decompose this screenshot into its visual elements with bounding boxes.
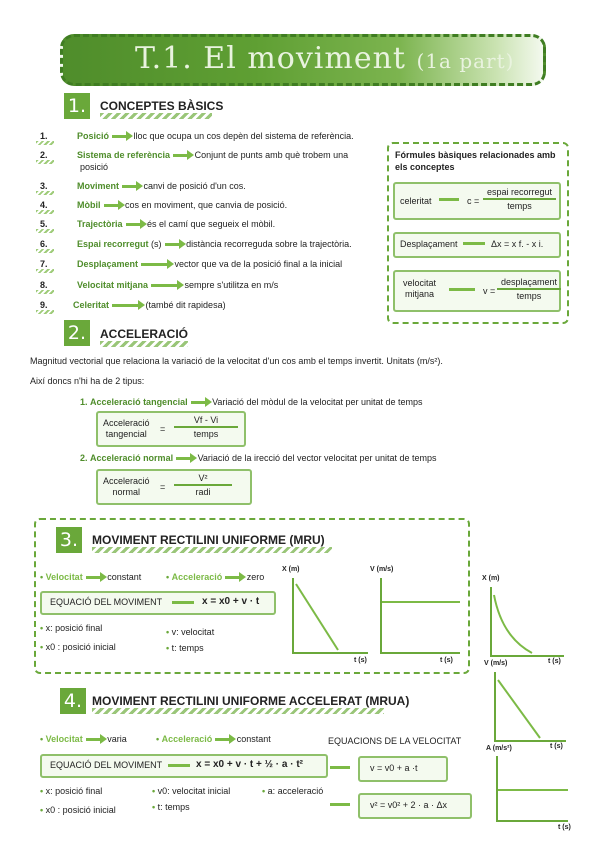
mrua-var: • a: acceleració bbox=[262, 786, 324, 796]
graph-y-label: X (m) bbox=[282, 566, 300, 573]
mru-var: • v: velocitat bbox=[166, 627, 215, 637]
concept-item: Sistema de referència Conjunt de punts amb què trobem una bbox=[77, 150, 349, 160]
mrua-graph-velocity bbox=[494, 672, 566, 742]
acceleration-types-intro: Així doncs n'hi ha de 2 tipus: bbox=[30, 376, 145, 386]
acceleration-type-1: 1. Acceleració tangencial Variació del mòdul de la velocitat per unitat de temps bbox=[80, 397, 423, 407]
formulas-heading: Fórmules bàsiques relacionades amb els conceptes bbox=[395, 150, 556, 172]
section-2-underline bbox=[100, 341, 188, 347]
section-2-badge: 2. bbox=[64, 320, 90, 346]
graph-line bbox=[294, 578, 368, 652]
formula-label: Desplaçament bbox=[400, 239, 458, 249]
mru-graph-velocity bbox=[380, 578, 460, 654]
formula-label: Acceleració tangencial bbox=[103, 418, 150, 439]
section-4-title: MOVIMENT RECTILINI UNIFORME ACCELERAT (MRUA) bbox=[92, 694, 410, 708]
mru-acceleration: • Acceleració zero bbox=[166, 572, 265, 582]
concept-number: 5. bbox=[40, 219, 48, 229]
graph-line bbox=[496, 672, 566, 740]
concept-number: 7. bbox=[40, 259, 48, 269]
equation-value: v = v0 + a ·t bbox=[370, 763, 418, 773]
graph-x-label: t (s) bbox=[550, 743, 563, 750]
concept-item: Posició lloc que ocupa un cos depèn del sistema de referència. bbox=[77, 131, 354, 141]
equation-value: v² = v0² + 2 · a · Δx bbox=[370, 800, 448, 810]
formula-normal bbox=[96, 469, 252, 505]
number-underline bbox=[36, 229, 54, 233]
equation-value: x = x0 + v · t + ½ · a · t² bbox=[196, 759, 303, 770]
arrow-icon bbox=[439, 198, 459, 201]
graph-y-label: X (m) bbox=[482, 575, 500, 582]
section-1-badge: 1. bbox=[64, 93, 90, 119]
mrua-var: • t: temps bbox=[152, 802, 190, 812]
section-4-underline bbox=[92, 708, 384, 714]
formula-lhs: v = bbox=[483, 286, 496, 296]
equals-sign: = bbox=[160, 482, 166, 492]
section-3-title: MOVIMENT RECTILINI UNIFORME (MRU) bbox=[92, 533, 325, 547]
arrow-icon bbox=[330, 803, 350, 806]
concept-number: 1. bbox=[40, 131, 48, 141]
concept-number: 3. bbox=[40, 181, 48, 191]
mrua-acceleration: • Acceleració constant bbox=[156, 734, 271, 744]
number-underline bbox=[36, 249, 54, 253]
concept-item: Celeritat (també dit rapidesa) bbox=[73, 300, 226, 310]
concept-item: Mòbil cos en moviment, que canvia de posició. bbox=[77, 200, 288, 210]
velocity-equations-heading: EQUACIONS DE LA VELOCITAT bbox=[328, 736, 462, 746]
mrua-var: • v0: velocitat inicial bbox=[152, 786, 231, 796]
formula-lhs: c = bbox=[467, 196, 480, 206]
mrua-velocity: • Velocitat varia bbox=[40, 734, 127, 744]
number-underline bbox=[36, 191, 54, 195]
arrow-icon bbox=[463, 242, 485, 245]
concept-number: 9. bbox=[40, 300, 48, 310]
number-underline bbox=[36, 269, 54, 273]
mrua-graph-acceleration bbox=[496, 756, 568, 822]
arrow-icon bbox=[449, 288, 475, 291]
mru-var: • x: posició final bbox=[40, 623, 103, 633]
number-underline bbox=[36, 210, 54, 214]
acceleration-intro: Magnitud vectorial que relaciona la variació de la velocitat d'un cos amb el temps invertit. Unitats (m/s²). bbox=[30, 356, 443, 366]
section-4-badge: 4. bbox=[60, 688, 86, 714]
velocity-equation-1 bbox=[358, 756, 448, 782]
mru-velocity: • Velocitat constant bbox=[40, 572, 142, 582]
concept-item: Velocitat mitjana sempre s'utilitza en m/s bbox=[77, 280, 279, 290]
fraction: Vf - Vi temps bbox=[174, 415, 238, 439]
graph-x-label: t (s) bbox=[440, 657, 453, 664]
section-3-badge: 3. bbox=[56, 527, 82, 553]
equation-label: EQUACIÓ DEL MOVIMENT bbox=[50, 760, 163, 770]
arrow-icon bbox=[330, 766, 350, 769]
velocity-equation-2 bbox=[358, 793, 472, 819]
number-underline bbox=[36, 310, 54, 314]
mrua-equation bbox=[40, 754, 328, 778]
concept-item: Desplaçament vector que va de la posició final a la inicial bbox=[77, 259, 343, 269]
equation-label: EQUACIÓ DEL MOVIMENT bbox=[50, 597, 163, 607]
fraction: V² radi bbox=[174, 473, 232, 497]
title-banner bbox=[60, 34, 546, 86]
formulas-panel bbox=[387, 142, 569, 324]
concept-item: Moviment canvi de posició d'un cos. bbox=[77, 181, 246, 191]
formula-label: velocitat mitjana bbox=[403, 278, 437, 299]
section-3-underline bbox=[92, 547, 332, 553]
section-1-title: CONCEPTES BÀSICS bbox=[100, 99, 224, 113]
mru-var: • t: temps bbox=[166, 643, 204, 653]
formula-label: celeritat bbox=[400, 196, 432, 206]
mrua-var: • x0 : posició inicial bbox=[40, 805, 116, 815]
concept-number: 2. bbox=[40, 150, 48, 160]
concept-number: 4. bbox=[40, 200, 48, 210]
formula-tangencial bbox=[96, 411, 246, 447]
formula-label: Acceleració normal bbox=[103, 476, 150, 497]
graph-line bbox=[382, 578, 460, 652]
mru-equation bbox=[40, 591, 276, 615]
equation-value: x = x0 + v · t bbox=[202, 596, 260, 607]
fraction: desplaçament temps bbox=[497, 277, 561, 301]
graph-y-label: V (m/s) bbox=[370, 566, 394, 573]
fraction: espai recorregut temps bbox=[483, 187, 556, 211]
graph-y-label: A (m/s²) bbox=[486, 745, 512, 752]
concept-item-cont: posició bbox=[80, 162, 109, 172]
graph-x-label: t (s) bbox=[558, 824, 571, 831]
mru-var: • x0 : posició inicial bbox=[40, 642, 116, 652]
graph-x-label: t (s) bbox=[548, 658, 561, 665]
graph-y-label: V (m/s) bbox=[484, 660, 508, 667]
section-2-title: ACCELERACIÓ bbox=[100, 327, 189, 341]
mrua-graph-position bbox=[490, 587, 564, 657]
number-underline bbox=[36, 160, 54, 164]
concept-item: Espai recorregut (s) distància recorreguda sobre la trajectòria. bbox=[77, 239, 352, 249]
concept-number: 8. bbox=[40, 280, 48, 290]
page-title: T.1. El moviment (1a part) bbox=[135, 41, 515, 76]
formula-celeritat bbox=[393, 182, 561, 220]
formula-rhs: Δx = x f. - x i. bbox=[491, 239, 544, 249]
concept-item: Trajectòria és el camí que segueix el mòbil. bbox=[77, 219, 276, 229]
arrow-icon bbox=[168, 764, 190, 767]
number-underline bbox=[36, 290, 54, 294]
formula-desplacament bbox=[393, 232, 561, 258]
acceleration-type-2: 2. Acceleració normal Variació de la irecció del vector velocitat per unitat de temps bbox=[80, 453, 437, 463]
arrow-icon bbox=[172, 601, 194, 604]
graph-line bbox=[498, 756, 568, 820]
number-underline bbox=[36, 141, 54, 145]
formula-velocitat-mitjana bbox=[393, 270, 561, 312]
mru-graph-position bbox=[292, 578, 368, 654]
section-1-underline bbox=[100, 113, 212, 119]
graph-x-label: t (s) bbox=[354, 657, 367, 664]
mrua-var: • x: posició final bbox=[40, 786, 103, 796]
equals-sign: = bbox=[160, 424, 166, 434]
graph-curve bbox=[492, 587, 564, 655]
concept-number: 6. bbox=[40, 239, 48, 249]
